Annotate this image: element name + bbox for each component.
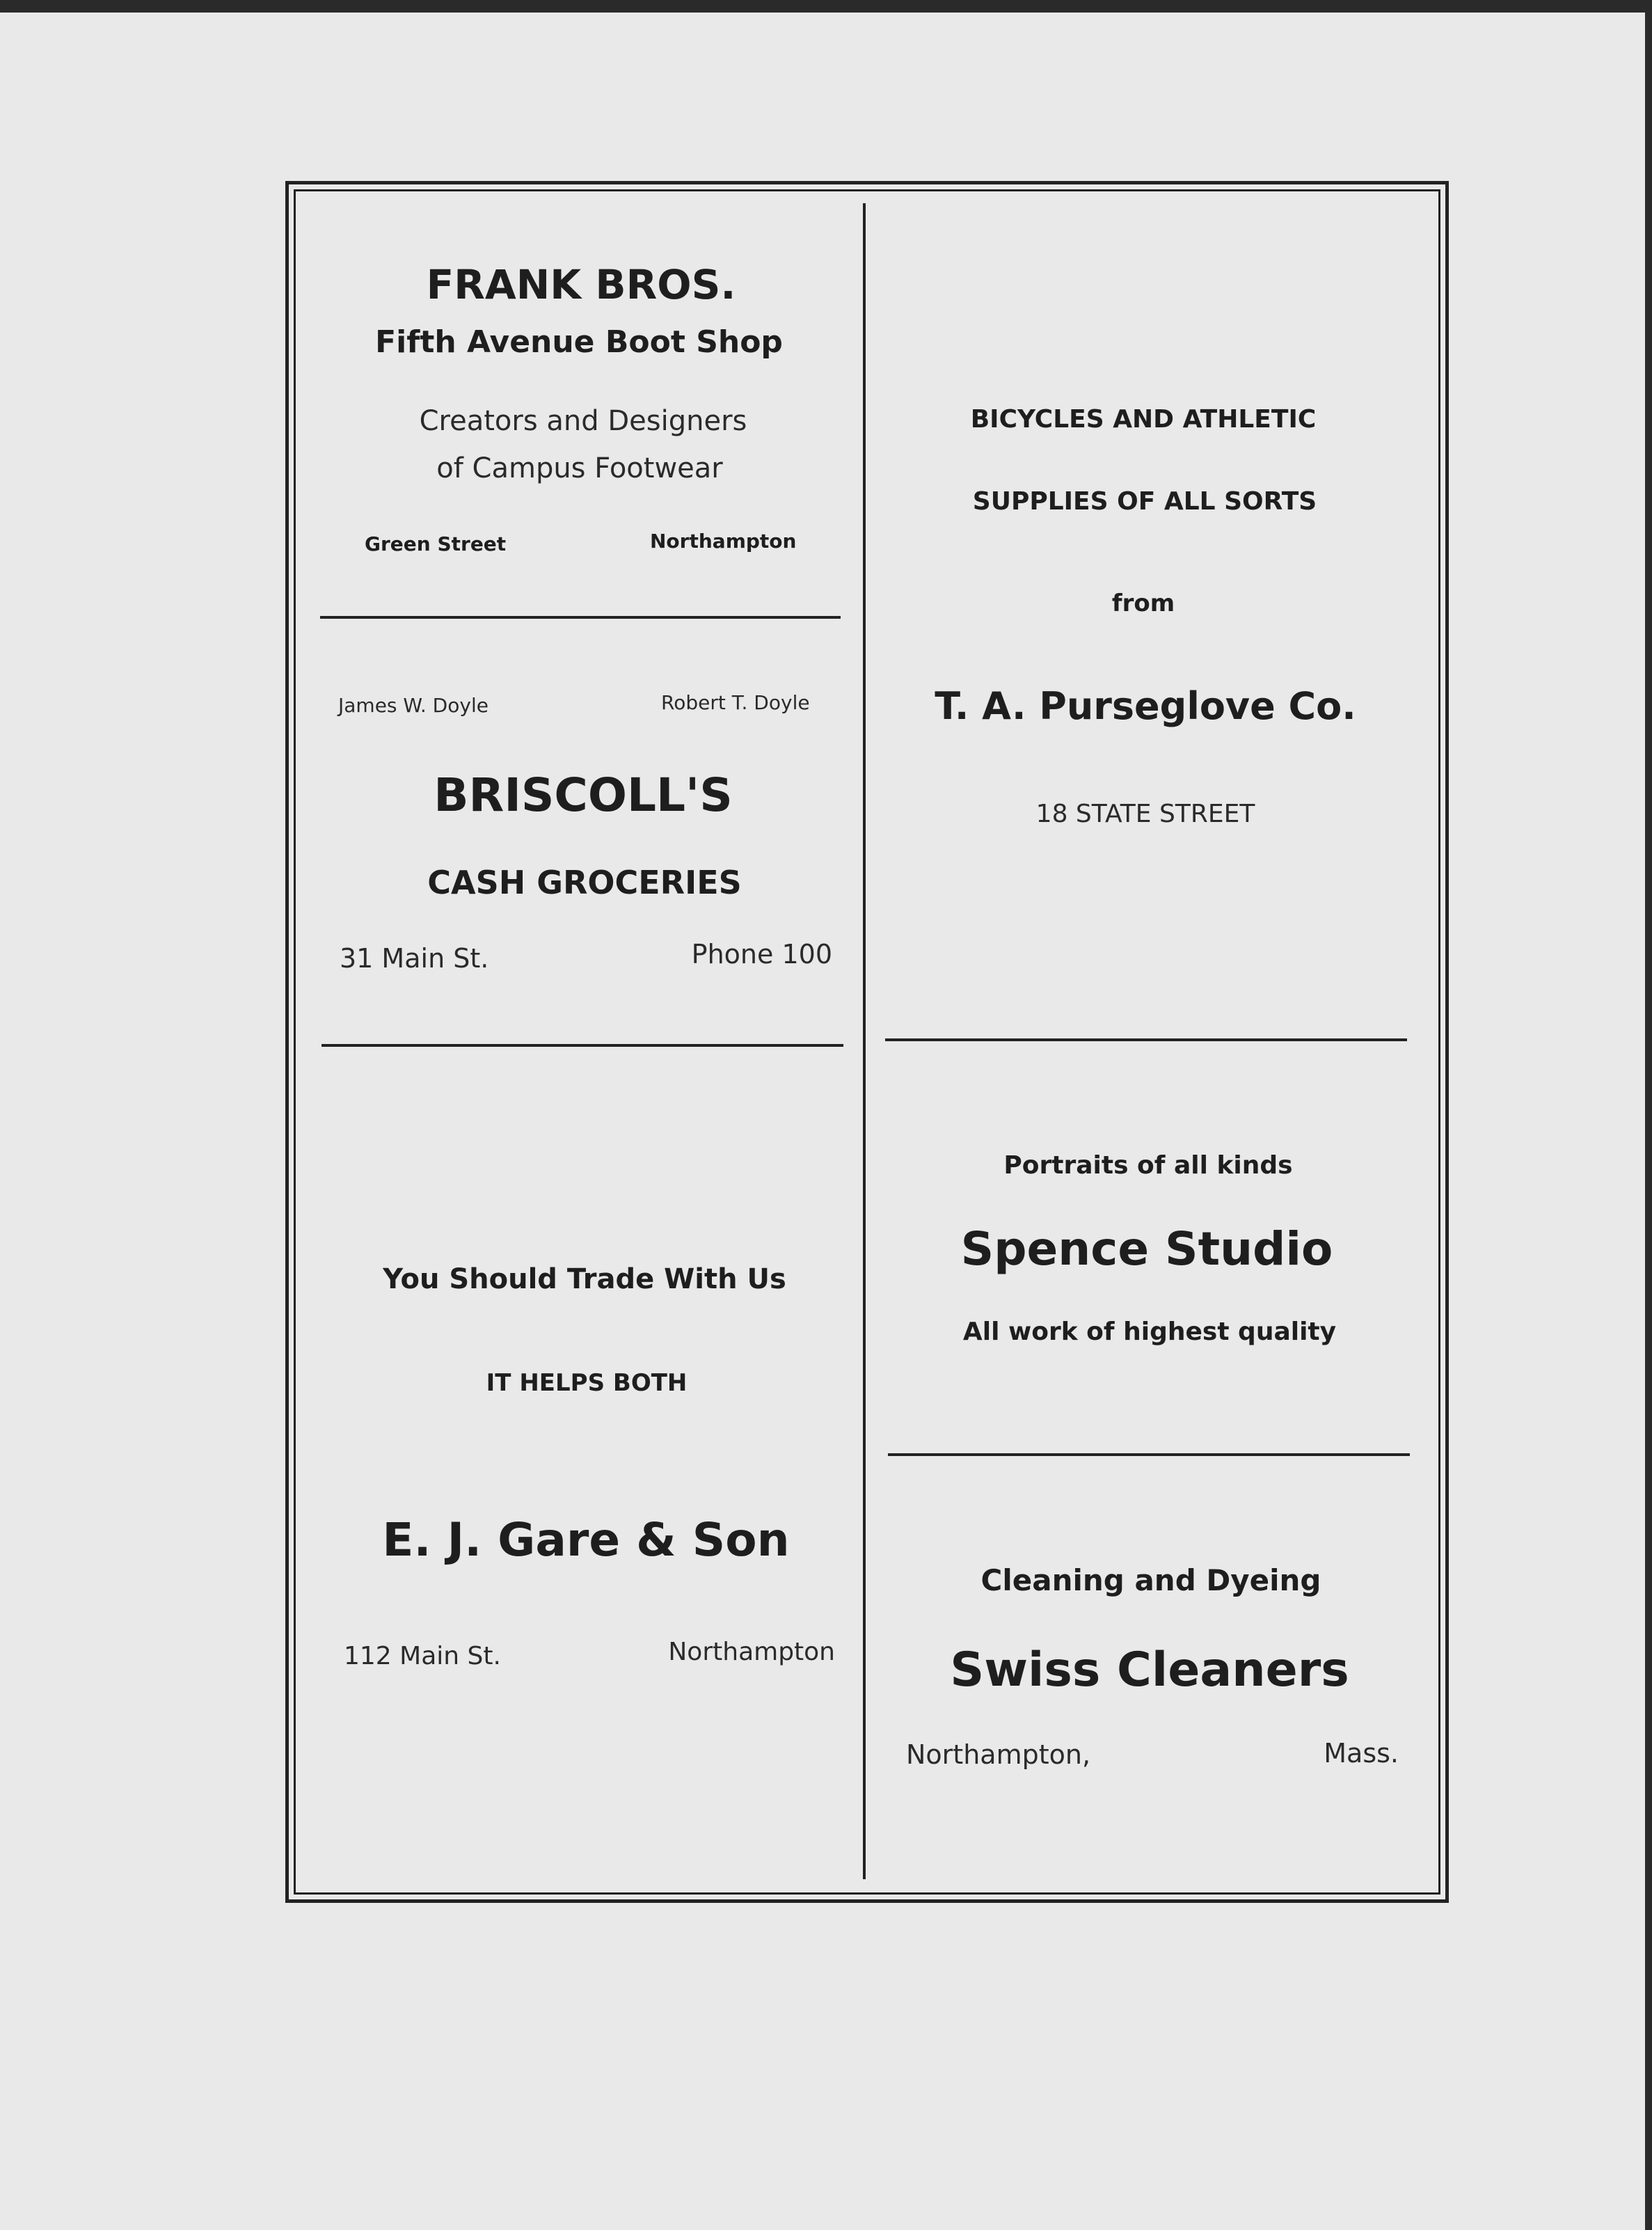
briscolls-address: 31 Main St. (340, 943, 489, 974)
spence-tagline: Portraits of all kinds (1003, 1151, 1293, 1180)
divider-right-1 (885, 1038, 1407, 1041)
scan-edge-top (0, 0, 1652, 13)
briscolls-name: BRISCOLL'S (434, 768, 733, 822)
swiss-city: Northampton, (906, 1739, 1091, 1770)
gare-address: 112 Main St. (344, 1642, 501, 1670)
swiss-tagline: Cleaning and Dyeing (980, 1563, 1321, 1597)
gare-line-1: You Should Trade With Us (383, 1263, 786, 1295)
purseglove-address: 18 STATE STREET (1035, 800, 1255, 828)
frank-bros-tagline-2: of Campus Footwear (436, 452, 723, 484)
ad-page-frame-inner (294, 189, 1440, 1895)
briscolls-owner-1: James W. Doyle (338, 694, 489, 717)
purseglove-line-1: BICYCLES AND ATHLETIC (970, 405, 1317, 434)
frank-bros-subtitle: Fifth Avenue Boot Shop (375, 324, 783, 360)
frank-bros-name: FRANK BROS. (426, 261, 736, 308)
gare-city: Northampton (668, 1638, 835, 1666)
divider-left-1 (320, 616, 841, 619)
swiss-name: Swiss Cleaners (950, 1643, 1349, 1698)
gare-line-2: IT HELPS BOTH (486, 1369, 688, 1397)
scan-edge-right (1645, 0, 1652, 2230)
column-divider (863, 203, 866, 1879)
spence-subtitle: All work of highest quality (962, 1318, 1337, 1346)
divider-right-2 (888, 1453, 1410, 1456)
purseglove-name: T. A. Purseglove Co. (935, 684, 1356, 728)
briscolls-owner-2: Robert T. Doyle (661, 691, 810, 714)
purseglove-line-2: SUPPLIES OF ALL SORTS (972, 487, 1317, 516)
swiss-state: Mass. (1324, 1738, 1399, 1769)
purseglove-line-3: from (1111, 590, 1175, 617)
briscolls-phone: Phone 100 (691, 939, 832, 970)
frank-bros-tagline-1: Creators and Designers (419, 405, 747, 437)
gare-name: E. J. Gare & Son (382, 1513, 790, 1567)
briscolls-subtitle: CASH GROCERIES (427, 864, 742, 901)
divider-left-2 (321, 1044, 843, 1047)
frank-bros-city: Northampton (650, 530, 797, 553)
spence-name: Spence Studio (960, 1222, 1333, 1276)
frank-bros-street: Green Street (365, 532, 507, 555)
